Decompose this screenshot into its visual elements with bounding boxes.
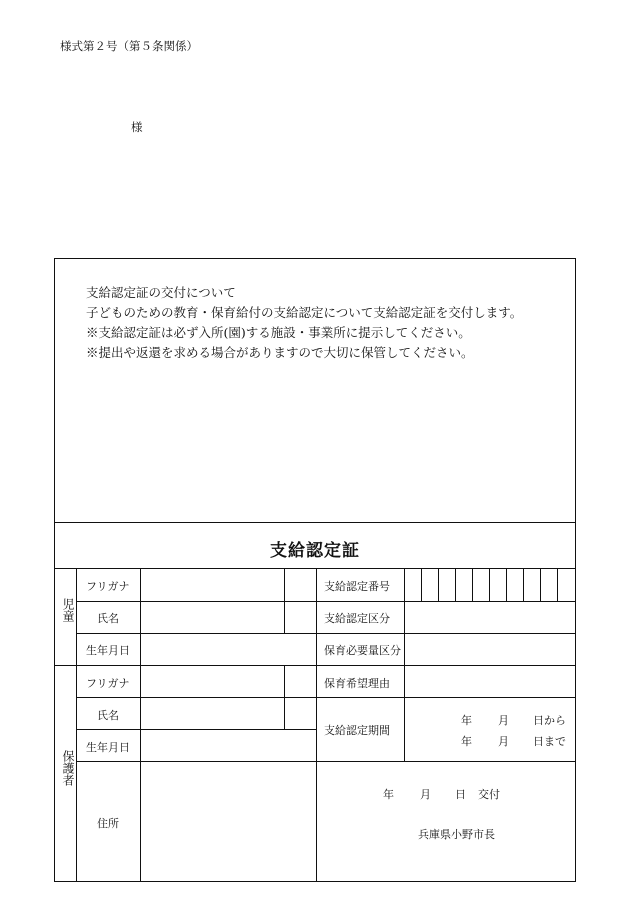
digit-box-divider <box>489 568 490 601</box>
digit-box-divider <box>421 568 422 601</box>
child-name-label: 氏名 <box>97 612 119 625</box>
section-rule <box>54 665 576 666</box>
notice-line: 子どものための教育・保育給付の支給認定について支給認定証を交付します。 <box>86 305 523 320</box>
label-divider <box>140 568 141 882</box>
table-rule <box>76 761 576 762</box>
title-bottom-rule <box>54 568 576 569</box>
title-top-rule <box>54 522 576 523</box>
period-to-month: 月 <box>498 735 509 748</box>
issue-year: 年 <box>383 788 394 801</box>
cell-divider <box>284 568 285 633</box>
cell-divider <box>284 665 285 729</box>
addressee-suffix: 様 <box>131 120 143 134</box>
care-need-category-label: 保育必要量区分 <box>324 644 401 657</box>
period-from-day: 日から <box>533 714 566 727</box>
table-rule <box>76 601 576 602</box>
guardian-section-text: 保護者 <box>61 750 75 786</box>
notice-line: ※支給認定証は必ず入所(園)する施設・事業所に提示してください。 <box>86 325 471 340</box>
table-rule <box>76 697 576 698</box>
column-divider <box>316 568 317 882</box>
form-number: 様式第２号（第５条関係） <box>60 39 198 53</box>
notice-line: ※提出や返還を求める場合がありますので大切に保管してください。 <box>86 345 474 360</box>
issue-label: 交付 <box>478 788 500 801</box>
digit-box-divider <box>438 568 439 601</box>
value-divider <box>404 568 405 761</box>
guardian-furigana-label: フリガナ <box>86 677 130 690</box>
digit-box-divider <box>455 568 456 601</box>
guardian-name-label: 氏名 <box>97 709 119 722</box>
certificate-title: 支給認定証 <box>270 541 360 561</box>
table-rule <box>76 633 576 634</box>
period-to-day: 日まで <box>533 735 566 748</box>
digit-box-divider <box>523 568 524 601</box>
cert-category-label: 支給認定区分 <box>324 612 390 625</box>
child-section-text: 児童 <box>61 598 75 622</box>
notice-text <box>86 283 522 363</box>
child-furigana-label: フリガナ <box>86 580 130 593</box>
cert-number-label: 支給認定番号 <box>324 580 390 593</box>
guardian-birthdate-label: 生年月日 <box>86 741 130 754</box>
table-rule <box>76 729 316 730</box>
child-section-label <box>58 598 75 622</box>
cert-period-label: 支給認定期間 <box>324 724 390 737</box>
guardian-address-label: 住所 <box>97 817 119 830</box>
issue-month: 月 <box>420 788 431 801</box>
digit-box-divider <box>540 568 541 601</box>
digit-box-divider <box>472 568 473 601</box>
guardian-section-label <box>58 750 75 786</box>
digit-box-divider <box>506 568 507 601</box>
issuer-name: 兵庫県小野市長 <box>418 828 495 841</box>
issue-day: 日 <box>455 788 466 801</box>
period-from-year: 年 <box>461 714 472 727</box>
period-to-year: 年 <box>461 735 472 748</box>
period-from-month: 月 <box>498 714 509 727</box>
care-reason-label: 保育希望理由 <box>324 677 390 690</box>
digit-box-divider <box>557 568 558 601</box>
child-birthdate-label: 生年月日 <box>86 644 130 657</box>
notice-heading: 支給認定証の交付について <box>86 285 236 300</box>
